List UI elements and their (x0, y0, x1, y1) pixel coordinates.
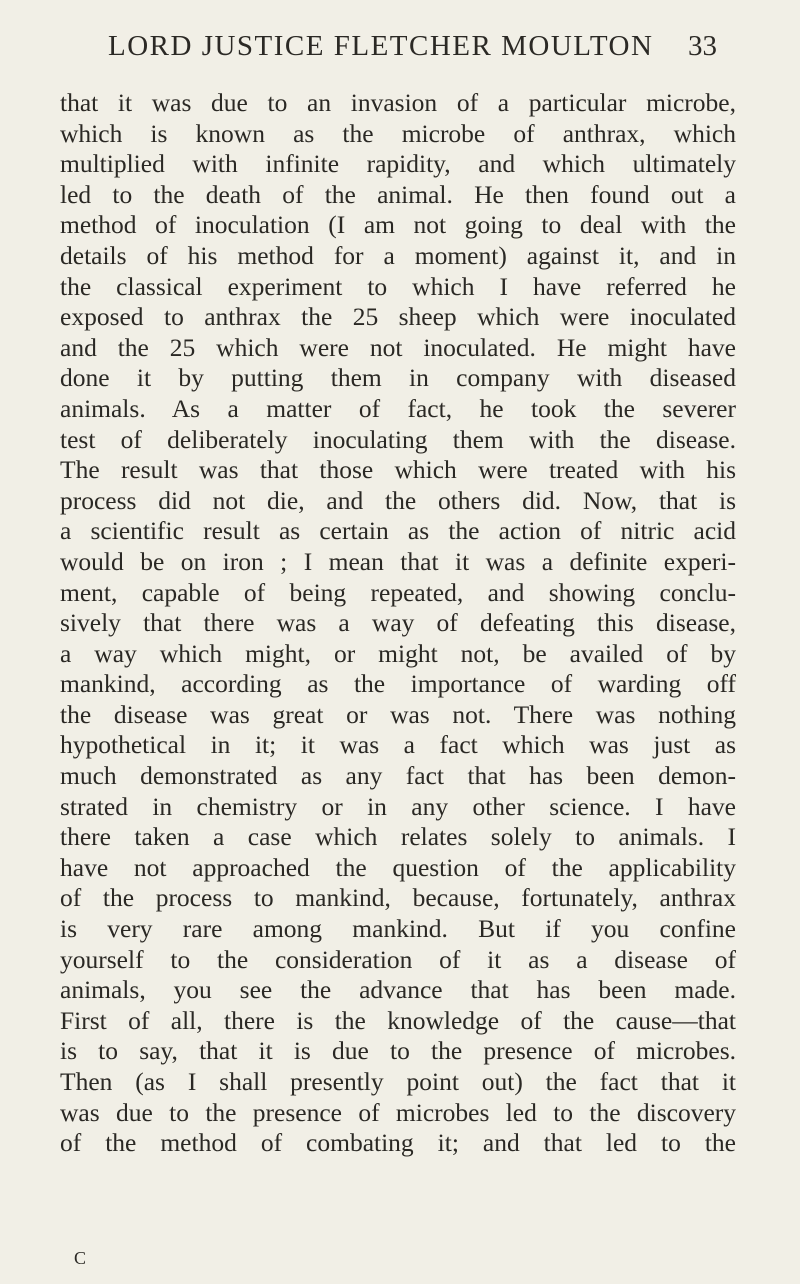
text-line: would be on iron ; I mean that it was a definite experi- (60, 546, 736, 576)
running-head: LORD JUSTICE FLETCHER MOULTON (108, 30, 654, 62)
text-line: yourself to the consideration of it as a disease of (60, 944, 736, 974)
text-line: of the method of combating it; and that led to the (60, 1128, 736, 1158)
text-line: was due to the presence of microbes led to the discovery (60, 1097, 736, 1127)
signature-mark: C (74, 1248, 87, 1268)
text-line: is very rare among mankind. But if you confine (60, 914, 736, 944)
text-line: and the 25 which were not inoculated. He might have (60, 332, 736, 362)
text-line: that it was due to an invasion of a particular microbe, (60, 88, 736, 117)
text-line: hypothetical in it; it was a fact which was just as (60, 730, 736, 760)
text-line: First of all, there is the knowledge of the cause—that (60, 1005, 736, 1035)
text-line: ment, capable of being repeated, and showing conclu- (60, 577, 736, 607)
text-line: The result was that those which were treated with his (60, 455, 736, 485)
text-line: strated in chemistry or in any other science. I have (60, 791, 736, 821)
body-text (60, 88, 736, 1159)
text-line: is to say, that it is due to the presence of microbes. (60, 1036, 736, 1066)
text-line: the classical experiment to which I have referred he (60, 271, 736, 301)
text-line: done it by putting them in company with diseased (60, 363, 736, 393)
text-line: the disease was great or was not. There was nothing (60, 699, 736, 729)
text-line: Then (as I shall presently point out) the fact that it (60, 1067, 736, 1096)
page-number: 33 (688, 30, 717, 62)
text-line: led to the death of the animal. He then found out a (60, 179, 736, 209)
text-line: animals, you see the advance that has been made. (60, 975, 736, 1005)
text-line: of the process to mankind, because, fortunately, anthrax (60, 883, 736, 913)
text-line: there taken a case which relates solely to animals. I (60, 822, 736, 852)
text-line: test of deliberately inoculating them with the disease. (60, 424, 736, 454)
text-line: have not approached the question of the applicability (60, 852, 736, 882)
text-line: animals. As a matter of fact, he took the severer (60, 393, 736, 423)
text-line: sively that there was a way of defeating this disease, (60, 608, 736, 638)
text-line: which is known as the microbe of anthrax, which (60, 118, 736, 148)
text-line: a scientific result as certain as the action of nitric acid (60, 516, 736, 546)
text-line: process did not die, and the others did. Now, that is (60, 485, 736, 515)
text-line: exposed to anthrax the 25 sheep which were inoculated (60, 302, 736, 332)
text-line: much demonstrated as any fact that has been demon- (60, 761, 736, 791)
text-line: multiplied with infinite rapidity, and which ultimately (60, 149, 736, 179)
text-line: mankind, according as the importance of warding off (60, 669, 736, 699)
text-line: a way which might, or might not, be availed of by (60, 638, 736, 668)
text-line: method of inoculation (I am not going to deal with the (60, 210, 736, 240)
text-line: details of his method for a moment) against it, and in (60, 240, 736, 270)
